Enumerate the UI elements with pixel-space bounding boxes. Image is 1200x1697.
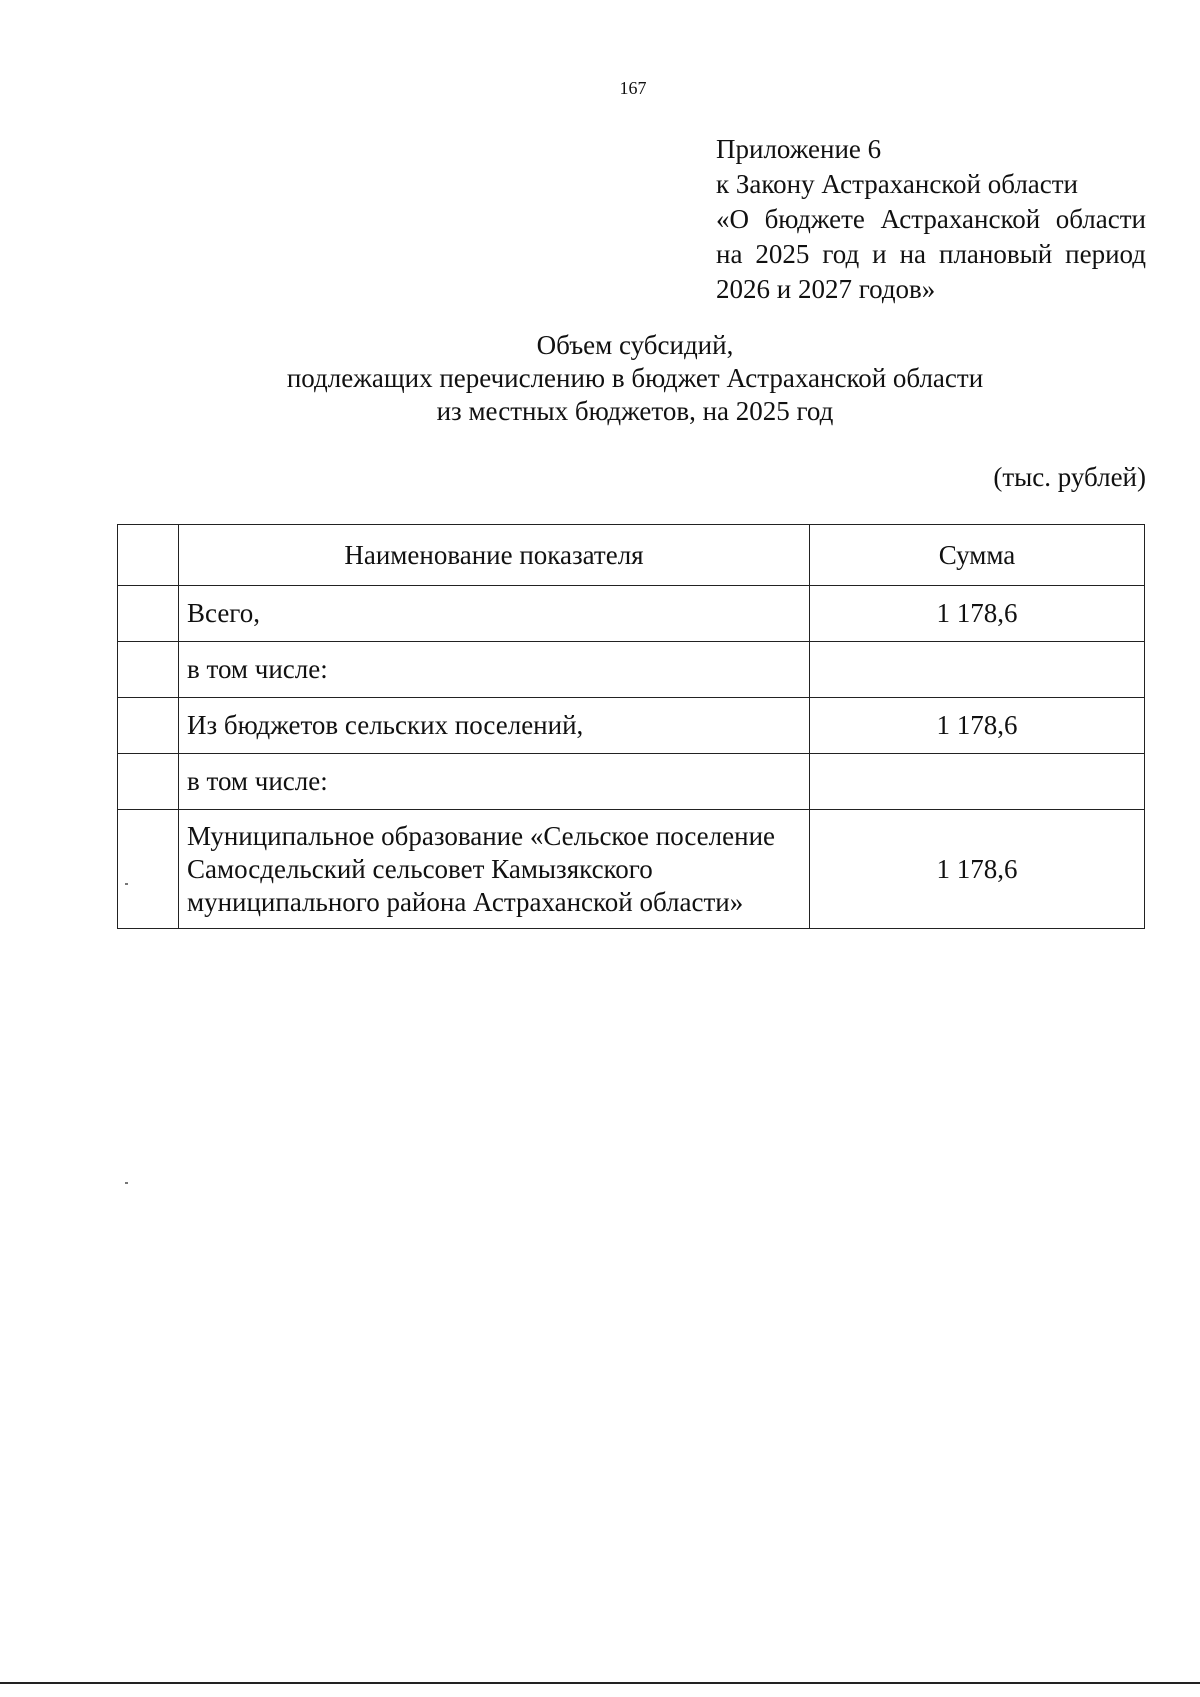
table-row <box>118 586 1145 642</box>
cell-name: в том числе: <box>179 754 810 810</box>
cell-number <box>118 810 179 929</box>
cell-sum <box>810 754 1145 810</box>
appendix-line: на 2025 год и на плановый период <box>716 239 1146 269</box>
bottom-rule <box>0 1682 1200 1684</box>
appendix-line: «О бюджете Астраханской области <box>716 204 1146 234</box>
cell-sum: 1 178,6 <box>810 586 1145 642</box>
header-number <box>118 525 179 586</box>
cell-number <box>118 698 179 754</box>
subsidies-table <box>117 524 1145 929</box>
appendix-line: Приложение 6 <box>716 134 882 164</box>
cell-number <box>118 586 179 642</box>
table-header-row <box>118 525 1145 586</box>
table-row <box>118 698 1145 754</box>
appendix-line: к Закону Астраханской области <box>716 169 1079 199</box>
cell-name: Из бюджетов сельских поселений, <box>179 698 810 754</box>
cell-number <box>118 642 179 698</box>
units-label: (тыс. рублей) <box>993 462 1146 492</box>
page-number: 167 <box>619 78 647 98</box>
cell-name: Всего, <box>179 586 810 642</box>
header-sum: Сумма <box>810 525 1145 586</box>
scan-speck <box>125 1182 128 1184</box>
header-name: Наименование показателя <box>179 525 810 586</box>
document-title <box>160 329 1110 428</box>
cell-name: в том числе: <box>179 642 810 698</box>
title-line: из местных бюджетов, на 2025 год <box>436 396 834 426</box>
cell-number <box>118 754 179 810</box>
appendix-line: 2026 и 2027 годов» <box>716 274 936 304</box>
scan-speck <box>125 883 128 885</box>
cell-sum <box>810 642 1145 698</box>
cell-sum: 1 178,6 <box>810 810 1145 929</box>
cell-sum: 1 178,6 <box>810 698 1145 754</box>
table-row <box>118 642 1145 698</box>
table-row <box>118 810 1145 929</box>
cell-name: Муниципальное образование «Сельское поселение Самосдельский сельсовет Камызякского муниципального района Астраханской области» <box>179 810 810 929</box>
title-line: подлежащих перечислению в бюджет Астраханской области <box>286 363 984 393</box>
table-row <box>118 754 1145 810</box>
title-line: Объем субсидий, <box>536 330 734 360</box>
appendix-header <box>716 132 1146 307</box>
